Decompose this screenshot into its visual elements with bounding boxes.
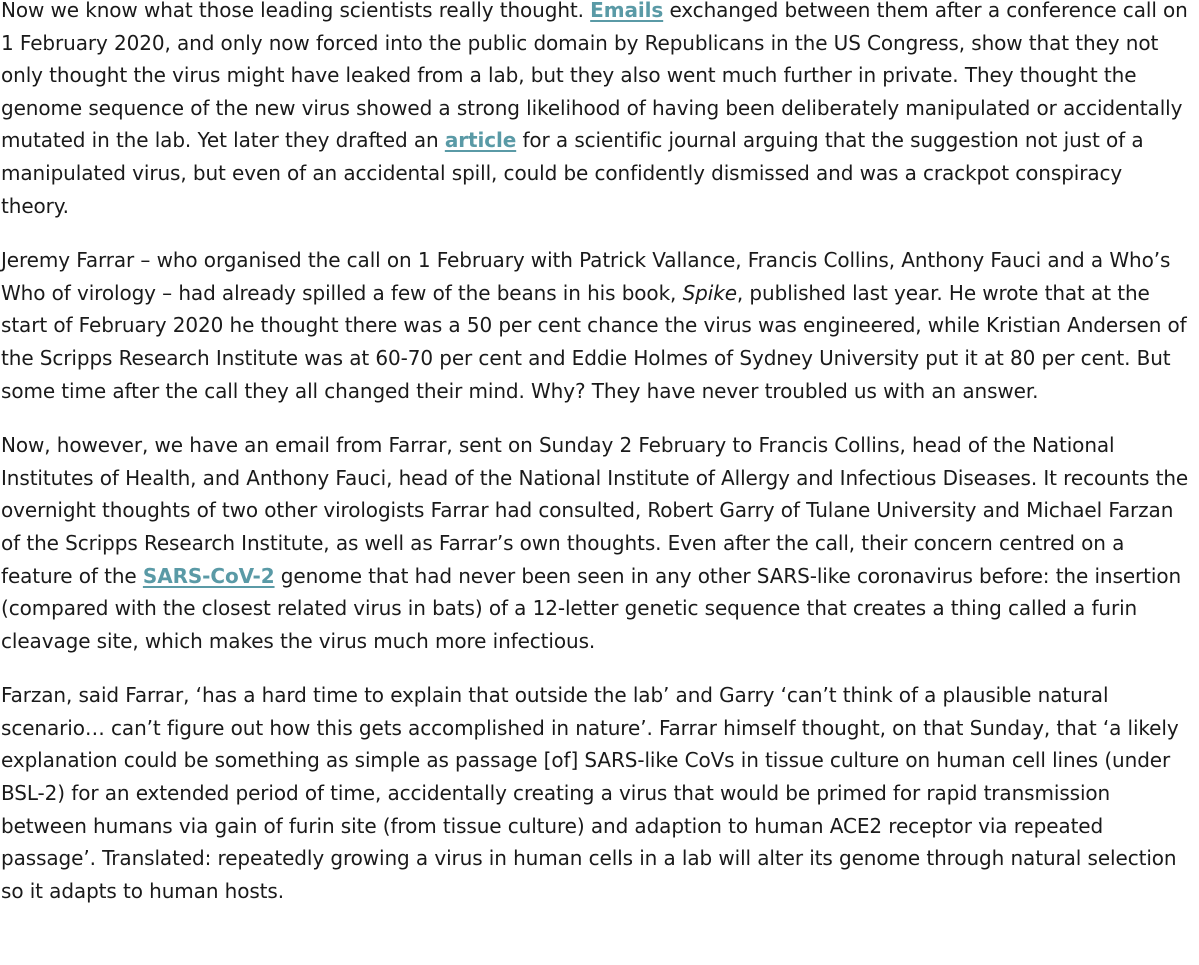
paragraph-3 (1, 429, 1193, 657)
paragraph-3-text-a: Now, however, we have an email from Farrar, sent on Sunday 2 February to Francis Collins, head of the National Institutes of Health, and Anthony Fauci, head of the National Institute of Allergy and Infectious Diseases. It recounts the overnight thoughts of two other virologists Farrar had consulted, Robert Garry of Tulane University and Michael Farzan of the Scripps Research Institute, as well as Farrar’s own thoughts. Even after the call, their concern centred on a feature of the (1, 433, 1189, 588)
book-title: Spike (682, 280, 737, 305)
paragraph-1-text-b: exchanged between them after a conference call on 1 February 2020, and only now forced into the public domain by Republicans in the US Congress, show that they not only thought the virus might have leaked from a lab, but they also went much further in private. They thought the genome sequence of the new virus showed a strong likelihood of having been deliberately manipulated or accidentally mutated in the lab. Yet later they drafted an (1, 0, 1188, 153)
paragraph-3-text-b: genome that had never been seen in any other SARS-like coronavirus before: the insertion (compared with the closest related virus in bats) of a 12-letter genetic sequence that creates a thing called a furin cleavage site, which makes the virus much more infectious. (1, 563, 1182, 653)
paragraph-1 (1, 0, 1193, 222)
paragraph-4 (1, 679, 1193, 907)
paragraph-2-text-a: Jeremy Farrar – who organised the call on 1 February with Patrick Vallance, Francis Collins, Anthony Fauci and a Who’s Who of virology – had already spilled a few of the beans in his book, (1, 248, 1171, 305)
sars-cov-2-link[interactable]: SARS-CoV-2 (142, 563, 275, 588)
emails-link[interactable]: Emails (590, 0, 664, 22)
paragraph-1-text-c: for a scientific journal arguing that the suggestion not just of a manipulated virus, but even of an accidental spill, could be confidently dismissed and was a crackpot conspiracy theory. (1, 128, 1144, 218)
paragraph-4-text: Farzan, said Farrar, ‘has a hard time to explain that outside the lab’ and Garry ‘can’t think of a plausible natural scenario… can’t figure out how this gets accomplished in nature’. Farrar himself thought, on that Sunday, that ‘a likely explanation could be something as simple as passage [of] SARS-like CoVs in tissue culture on human cell lines (under BSL-2) for an extended period of time, accidentally creating a virus that would be primed for rapid transmission between humans via gain of furin site (from tissue culture) and adaption to human ACE2 receptor via repeated passage’. Translated: repeatedly growing a virus in human cells in a lab will alter its genome through natural selection so it adapts to human hosts. (1, 683, 1179, 903)
paragraph-1-text-a: Now we know what those leading scientists really thought. (1, 0, 591, 22)
article-body (1, 0, 1193, 929)
article-link[interactable]: article (444, 128, 517, 153)
paragraph-2-text-b: , published last year. He wrote that at the start of February 2020 he thought there was a 50 per cent chance the virus was engineered, while Kristian Andersen of the Scripps Research Institute was at 60-70 per cent and Eddie Holmes of Sydney University put it at 80 per cent. But some time after the call they all changed their mind. Why? They have never troubled us with an answer. (1, 280, 1187, 403)
paragraph-2 (1, 244, 1193, 407)
